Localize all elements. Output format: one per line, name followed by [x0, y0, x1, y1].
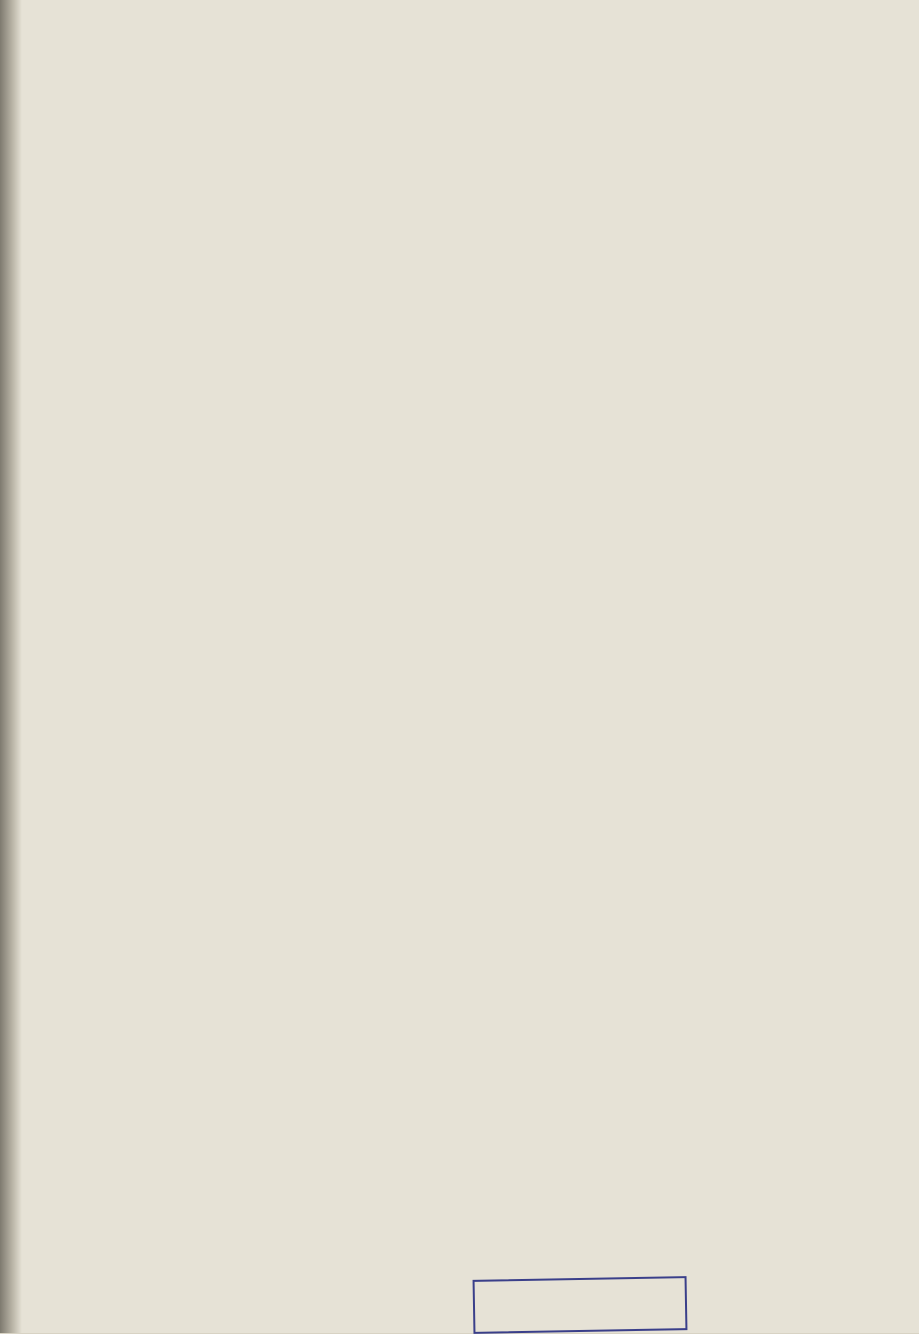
stamp-line-2	[475, 1278, 685, 1282]
book-binding	[0, 0, 22, 1333]
library-stamp	[473, 1276, 688, 1334]
stamp-line-1	[475, 1278, 685, 1282]
